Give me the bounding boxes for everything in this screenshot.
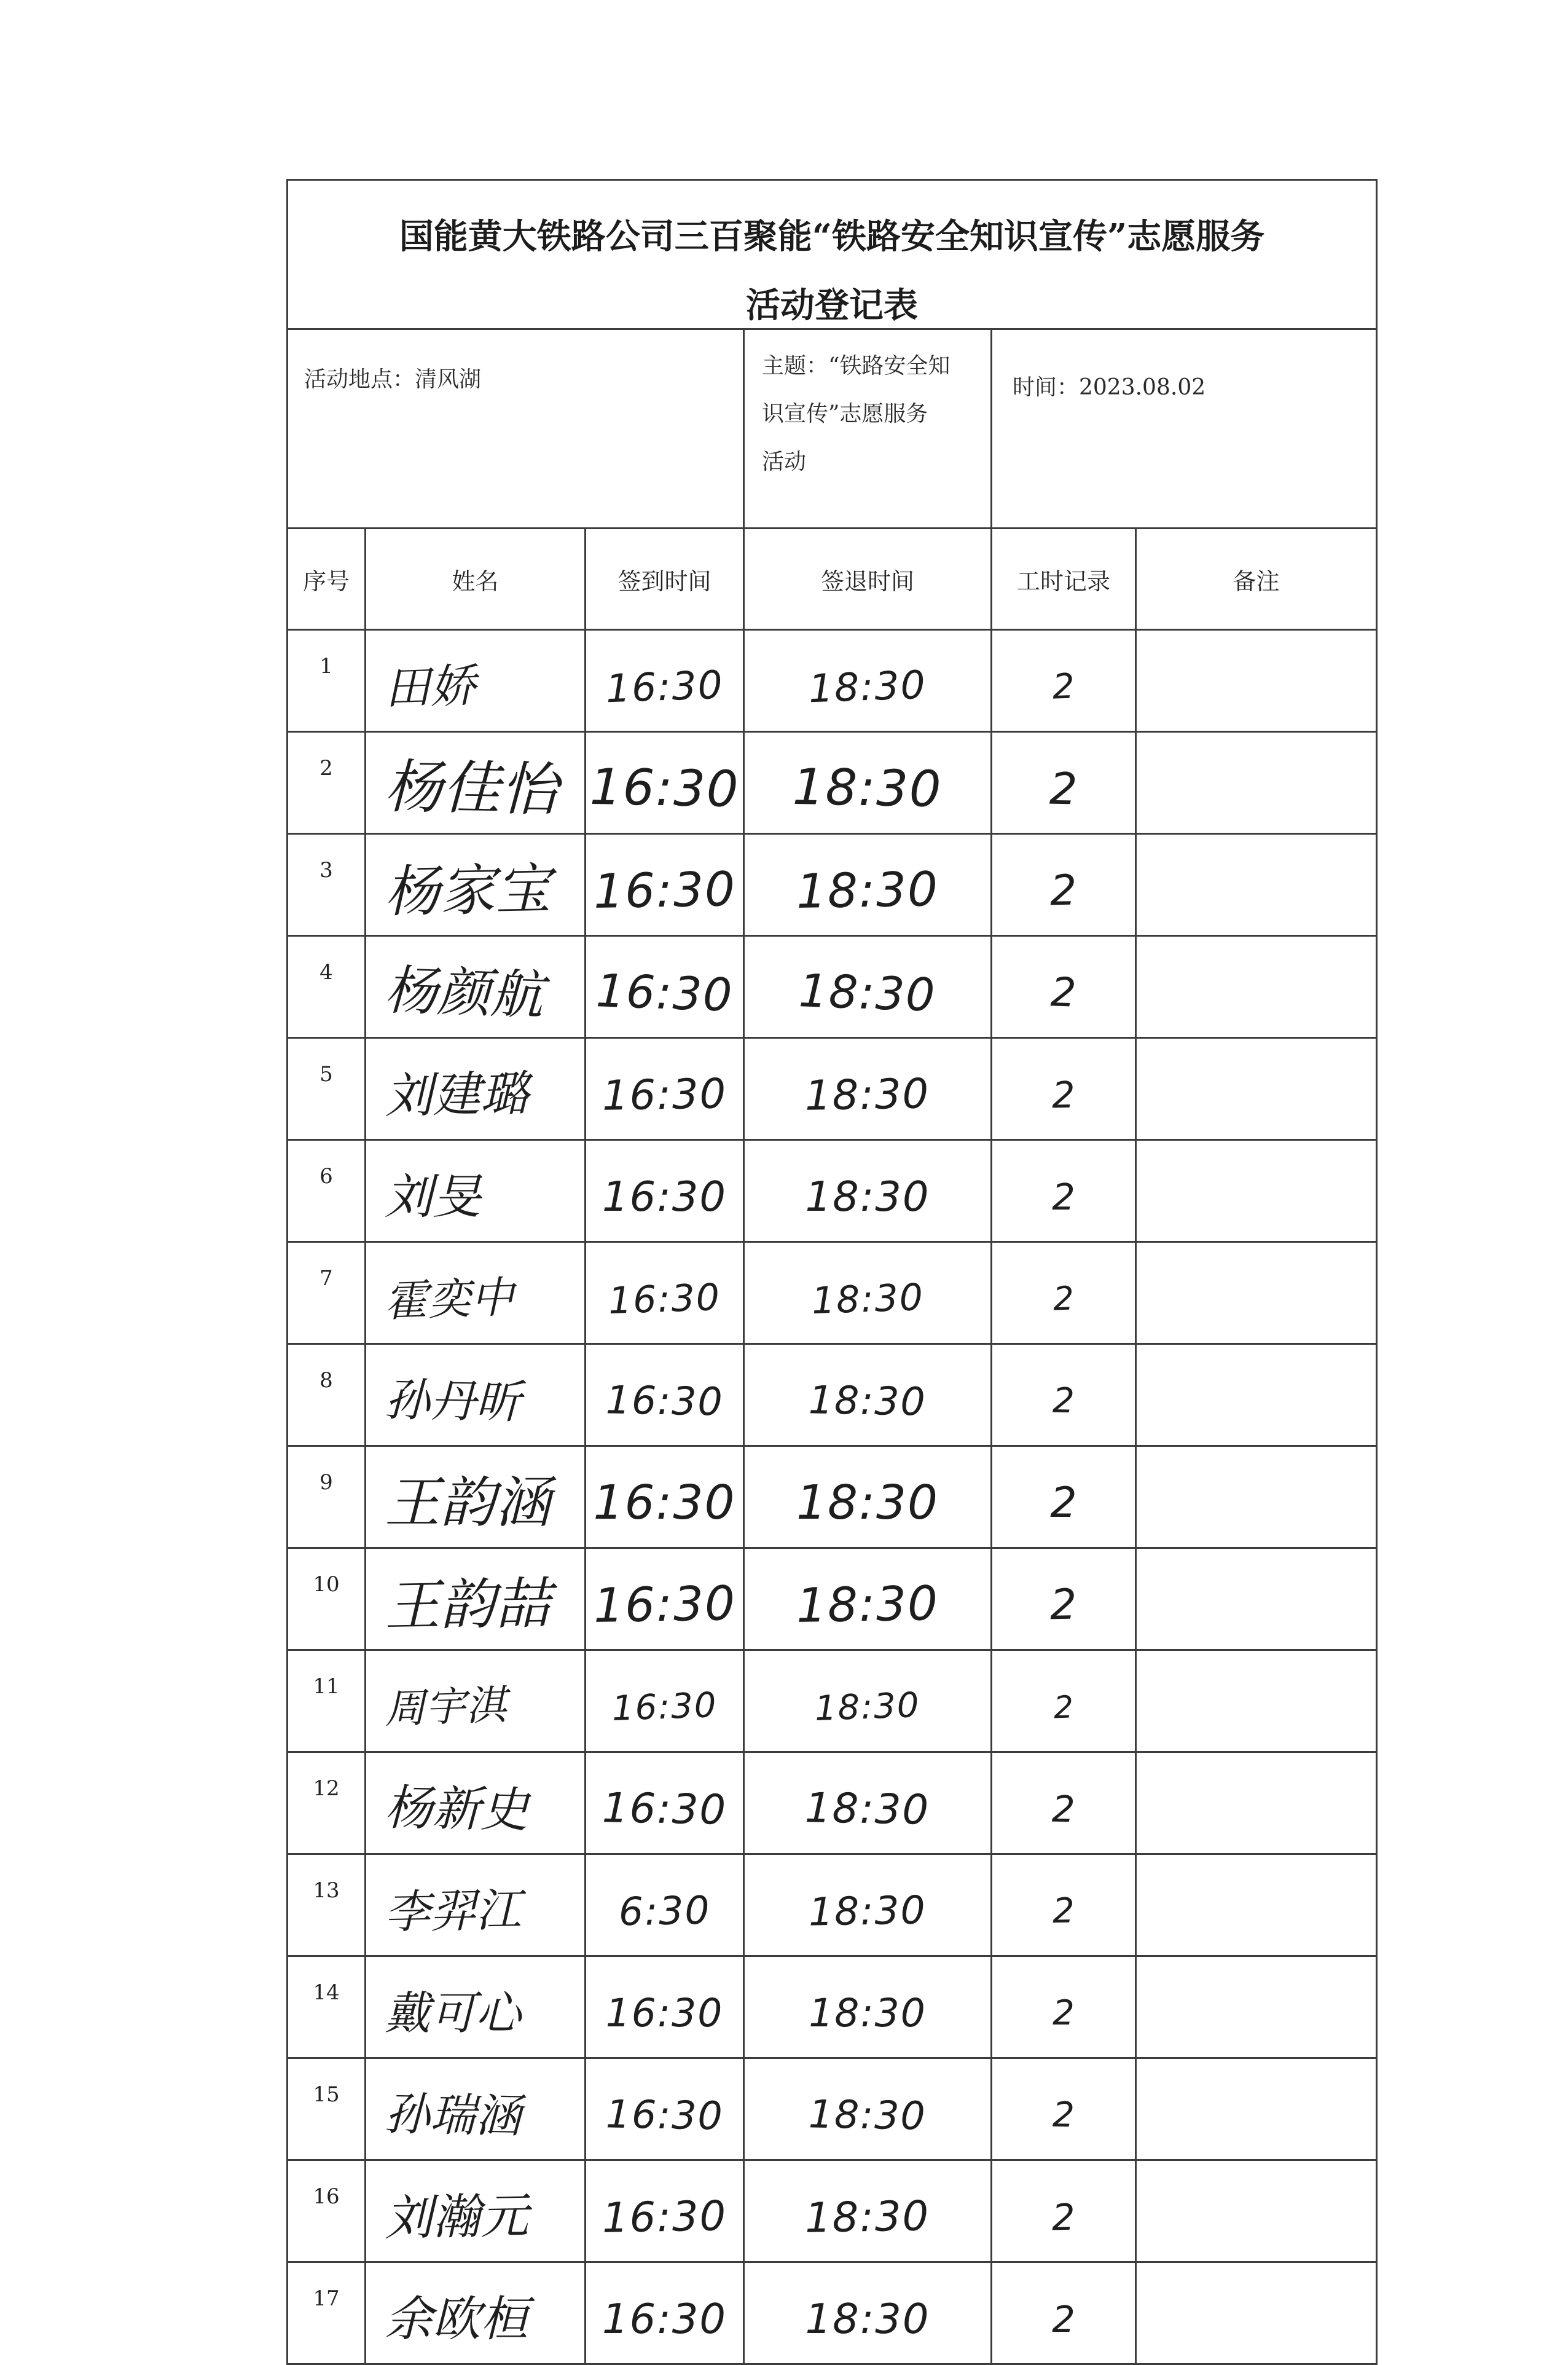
remarks-cell-cell [1136, 1650, 1377, 1752]
participant-name: 刘旻 [385, 1169, 481, 1225]
activity-subject-line-3: 活动 [762, 449, 807, 474]
work-hours: 2 [1052, 1891, 1075, 1931]
column-header-row [288, 529, 1377, 630]
participant-name-cell [366, 1956, 586, 2058]
form-title: 国能黄大铁路公司三百聚能“铁路安全知识宣传”志愿服务 [399, 216, 1265, 257]
row-number: 3 [319, 858, 333, 883]
sign-out-time: 18:30 [814, 1685, 921, 1729]
participant-name-cell [366, 732, 586, 834]
row-number-cell [288, 732, 366, 834]
participant-name: 周宇淇 [383, 1681, 508, 1733]
row-number-cell [288, 2262, 366, 2364]
row-number-cell [288, 1242, 366, 1344]
row-number: 14 [313, 1980, 340, 2005]
row-number: 5 [319, 1062, 333, 1087]
sign-out-time-cell [744, 2058, 992, 2160]
sign-out-time-cell [744, 1140, 992, 1242]
form-subtitle: 活动登记表 [746, 285, 918, 326]
work-hours-cell [992, 1956, 1136, 2058]
work-hours-cell [992, 834, 1136, 936]
participant-name-cell [366, 1854, 586, 1956]
work-hours-cell [992, 1446, 1136, 1548]
sign-out-time-cell [744, 1548, 992, 1650]
title-row [288, 180, 1377, 329]
remarks-cell-cell [1136, 630, 1377, 732]
subject-cell [744, 329, 992, 529]
sign-in-time: 16:30 [605, 1991, 724, 2036]
sign-out-time-cell [744, 2262, 992, 2364]
participant-name-cell [366, 834, 586, 936]
work-hours-cell [992, 2262, 1136, 2364]
work-hours-cell [992, 2058, 1136, 2160]
sign-in-time-cell [586, 1956, 744, 2058]
work-hours: 2 [1050, 1478, 1077, 1527]
participant-name: 刘建璐 [384, 1066, 529, 1124]
sign-out-time: 18:30 [796, 1476, 939, 1530]
work-hours: 2 [1052, 1176, 1075, 1218]
sign-in-time-cell [586, 2262, 744, 2364]
sign-in-time: 16:30 [605, 2092, 724, 2139]
sign-in-time: 16:30 [602, 1784, 727, 1834]
sign-out-time: 18:30 [804, 2192, 931, 2242]
sign-in-time-cell [586, 1344, 744, 1446]
sign-out-time-cell [744, 1344, 992, 1446]
table-row [288, 1650, 1377, 1752]
participant-name: 王韵喆 [384, 1571, 551, 1639]
sign-out-time-cell [744, 732, 992, 834]
work-hours: 2 [1052, 2095, 1075, 2135]
table-row [288, 2262, 1377, 2364]
row-number-cell [288, 2058, 366, 2160]
sign-in-time: 16:30 [602, 2295, 727, 2343]
remarks-cell-cell [1136, 1854, 1377, 1956]
sign-out-time: 18:30 [805, 1173, 930, 1221]
work-hours: 2 [1051, 2195, 1076, 2239]
row-number-cell [288, 1956, 366, 2058]
row-number: 4 [319, 960, 333, 985]
work-hours: 2 [1052, 666, 1075, 707]
sign-in-time-cell [586, 1446, 744, 1548]
table-row [288, 834, 1377, 936]
work-hours-cell [992, 1854, 1136, 1956]
participant-name-cell [366, 1242, 586, 1344]
sign-in-time-cell [586, 732, 744, 834]
sign-in-time: 16:30 [607, 1275, 722, 1323]
header-sign-in: 签到时间 [586, 529, 744, 630]
participant-name-cell [366, 1038, 586, 1140]
title-block [288, 181, 1376, 328]
info-row [288, 329, 1377, 529]
remarks-cell-cell [1136, 1752, 1377, 1854]
remarks-cell-cell [1136, 2160, 1377, 2262]
table-body [288, 630, 1377, 2364]
participant-name: 杨佳怡 [384, 754, 559, 824]
participant-name: 田娇 [383, 658, 477, 715]
table-row [288, 1854, 1377, 1956]
row-number: 15 [313, 2082, 340, 2107]
row-number: 7 [319, 1266, 333, 1291]
work-hours-cell [992, 1548, 1136, 1650]
activity-date: 时间：2023.08.02 [1013, 375, 1206, 400]
remarks-cell-cell [1136, 834, 1377, 936]
sign-in-time-cell [586, 1242, 744, 1344]
participant-name: 霍奕中 [383, 1271, 515, 1327]
participant-name: 戴可心 [385, 1986, 521, 2040]
participant-name-cell [366, 1548, 586, 1650]
remarks-cell-cell [1136, 1344, 1377, 1446]
sign-out-time-cell [744, 1956, 992, 2058]
sign-out-time: 18:30 [808, 1377, 927, 1425]
participant-name: 杨新史 [384, 1780, 529, 1838]
row-number-cell [288, 936, 366, 1038]
participant-name: 杨颜航 [383, 959, 544, 1026]
sign-in-time: 16:30 [589, 758, 740, 819]
header-name: 姓名 [366, 529, 586, 630]
row-number-cell [288, 1650, 366, 1752]
sign-out-time-cell [744, 630, 992, 732]
work-hours-cell [992, 1140, 1136, 1242]
work-hours: 2 [1049, 866, 1078, 915]
sign-in-time: 16:30 [605, 662, 724, 712]
sign-out-time: 18:30 [804, 1069, 931, 1120]
sign-in-time-cell [586, 1854, 744, 1956]
sign-out-time-cell [744, 1038, 992, 1140]
remarks-cell-cell [1136, 2262, 1377, 2364]
sign-in-time: 16:30 [595, 964, 734, 1022]
sign-out-time: 18:30 [808, 1887, 927, 1935]
participant-name-cell [366, 2160, 586, 2262]
table-row [288, 1548, 1377, 1650]
sign-in-time: 6:30 [618, 1887, 711, 1935]
remarks-cell-cell [1136, 1140, 1377, 1242]
participant-name-cell [366, 2058, 586, 2160]
work-hours-cell [992, 2160, 1136, 2262]
activity-subject-line-1: 主题：“铁路安全知 [762, 353, 951, 379]
sign-out-time-cell [744, 1752, 992, 1854]
location-cell [288, 329, 744, 529]
row-number: 8 [319, 1368, 333, 1393]
table-row [288, 1038, 1377, 1140]
participant-name-cell [366, 1344, 586, 1446]
participant-name: 孙瑞涵 [384, 2087, 522, 2143]
sign-out-time-cell [744, 1854, 992, 1956]
sign-out-time-cell [744, 1650, 992, 1752]
remarks-cell-cell [1136, 1242, 1377, 1344]
sign-out-time: 18:30 [796, 1576, 939, 1634]
header-sign-out: 签退时间 [744, 529, 992, 630]
table-row [288, 732, 1377, 834]
sign-in-time: 16:30 [602, 1173, 727, 1221]
sign-in-time: 16:30 [611, 1685, 718, 1729]
remarks-cell-cell [1136, 1548, 1377, 1650]
activity-location: 活动地点：清风湖 [304, 367, 482, 392]
header-number: 序号 [288, 529, 366, 630]
row-number: 16 [313, 2184, 340, 2209]
table-row [288, 1140, 1377, 1242]
row-number-cell [288, 2160, 366, 2262]
row-number: 9 [319, 1470, 333, 1495]
table-row [288, 936, 1377, 1038]
sign-in-time: 16:30 [593, 1476, 736, 1530]
work-hours-cell [992, 1650, 1136, 1752]
row-number: 11 [313, 1674, 340, 1699]
row-number-cell [288, 1038, 366, 1140]
header-hours: 工时记录 [992, 529, 1136, 630]
title-cell [288, 180, 1377, 329]
remarks-cell-cell [1136, 1956, 1377, 2058]
sign-in-time-cell [586, 2160, 744, 2262]
participant-name-cell [366, 2262, 586, 2364]
work-hours-cell [992, 1038, 1136, 1140]
row-number-cell [288, 1548, 366, 1650]
row-number: 10 [313, 1572, 340, 1597]
work-hours: 2 [1051, 1787, 1076, 1831]
sign-out-time: 18:30 [804, 1784, 931, 1834]
sign-in-time-cell [586, 1752, 744, 1854]
participant-name: 杨家宝 [384, 857, 551, 924]
table-row [288, 1956, 1377, 2058]
table-row [288, 2058, 1377, 2160]
row-number: 6 [319, 1164, 333, 1189]
work-hours: 2 [1053, 1280, 1075, 1318]
participant-name-cell [366, 1446, 586, 1548]
participant-name-cell [366, 1650, 586, 1752]
sign-in-time-cell [586, 834, 744, 936]
participant-name: 王韵涵 [385, 1470, 551, 1535]
work-hours-cell [992, 1344, 1136, 1446]
sign-in-time: 16:30 [602, 2192, 727, 2242]
sign-in-time: 16:30 [605, 1377, 724, 1425]
sign-in-time: 16:30 [602, 1069, 727, 1120]
sign-in-time: 16:30 [592, 862, 737, 920]
row-number: 17 [313, 2286, 340, 2311]
work-hours: 2 [1050, 969, 1077, 1017]
header-remarks: 备注 [1136, 529, 1377, 630]
sign-in-time-cell [586, 1038, 744, 1140]
sign-in-time-cell [586, 1650, 744, 1752]
time-cell [992, 329, 1377, 529]
participant-name-cell [366, 1752, 586, 1854]
work-hours: 2 [1051, 1073, 1076, 1117]
row-number-cell [288, 1854, 366, 1956]
remarks-cell-cell [1136, 936, 1377, 1038]
table-row [288, 1446, 1377, 1548]
sign-in-time-cell [586, 1548, 744, 1650]
participant-name: 孙丹昕 [384, 1373, 522, 1429]
sign-out-time: 18:30 [792, 758, 943, 819]
work-hours: 2 [1052, 2298, 1075, 2340]
participant-name: 李羿江 [384, 1883, 522, 1939]
row-number-cell [288, 1446, 366, 1548]
table-row [288, 2160, 1377, 2262]
remarks-cell-cell [1136, 1038, 1377, 1140]
participant-name-cell [366, 936, 586, 1038]
work-hours-cell [992, 732, 1136, 834]
row-number: 13 [313, 1878, 340, 1903]
participant-name-cell [366, 630, 586, 732]
sign-out-time: 18:30 [798, 964, 938, 1022]
work-hours: 2 [1049, 763, 1078, 815]
table-row [288, 1242, 1377, 1344]
work-hours: 2 [1053, 1688, 1074, 1726]
work-hours: 2 [1053, 1993, 1075, 2033]
sign-out-time-cell [744, 834, 992, 936]
sign-out-time: 18:30 [808, 662, 927, 712]
sign-in-time-cell [586, 2058, 744, 2160]
remarks-cell-cell [1136, 732, 1377, 834]
sign-out-time: 18:30 [810, 1275, 925, 1323]
table-head [288, 180, 1377, 630]
work-hours-cell [992, 1242, 1136, 1344]
table-row [288, 1344, 1377, 1446]
table-row [288, 1752, 1377, 1854]
sign-in-time-cell [586, 936, 744, 1038]
sign-out-time: 18:30 [796, 862, 939, 920]
sign-in-time-cell [586, 630, 744, 732]
work-hours-cell [992, 630, 1136, 732]
sign-out-time-cell [744, 936, 992, 1038]
sign-in-time-cell [586, 1140, 744, 1242]
work-hours: 2 [1049, 1580, 1078, 1629]
row-number-cell [288, 1140, 366, 1242]
activity-subject-line-2: 识宣传”志愿服务 [762, 401, 928, 427]
work-hours: 2 [1052, 1380, 1075, 1421]
remarks-cell-cell [1136, 1446, 1377, 1548]
participant-name: 余欧桓 [385, 2291, 529, 2347]
sign-out-time: 18:30 [809, 1991, 927, 2036]
participant-name-cell [366, 1140, 586, 1242]
work-hours-cell [992, 936, 1136, 1038]
row-number-cell [288, 1344, 366, 1446]
sign-in-time: 16:30 [592, 1576, 737, 1634]
table-row [288, 630, 1377, 732]
sign-out-time-cell [744, 2160, 992, 2262]
row-number-cell [288, 1752, 366, 1854]
row-number: 2 [319, 756, 333, 781]
sign-out-time: 18:30 [805, 2295, 930, 2343]
sign-out-time-cell [744, 1446, 992, 1548]
registration-table [286, 179, 1378, 2365]
sign-out-time-cell [744, 1242, 992, 1344]
participant-name: 刘瀚元 [384, 2188, 529, 2246]
work-hours-cell [992, 1752, 1136, 1854]
row-number: 1 [319, 654, 333, 679]
sign-out-time: 18:30 [808, 2092, 927, 2139]
remarks-cell-cell [1136, 2058, 1377, 2160]
row-number-cell [288, 630, 366, 732]
row-number: 12 [313, 1776, 340, 1801]
row-number-cell [288, 834, 366, 936]
